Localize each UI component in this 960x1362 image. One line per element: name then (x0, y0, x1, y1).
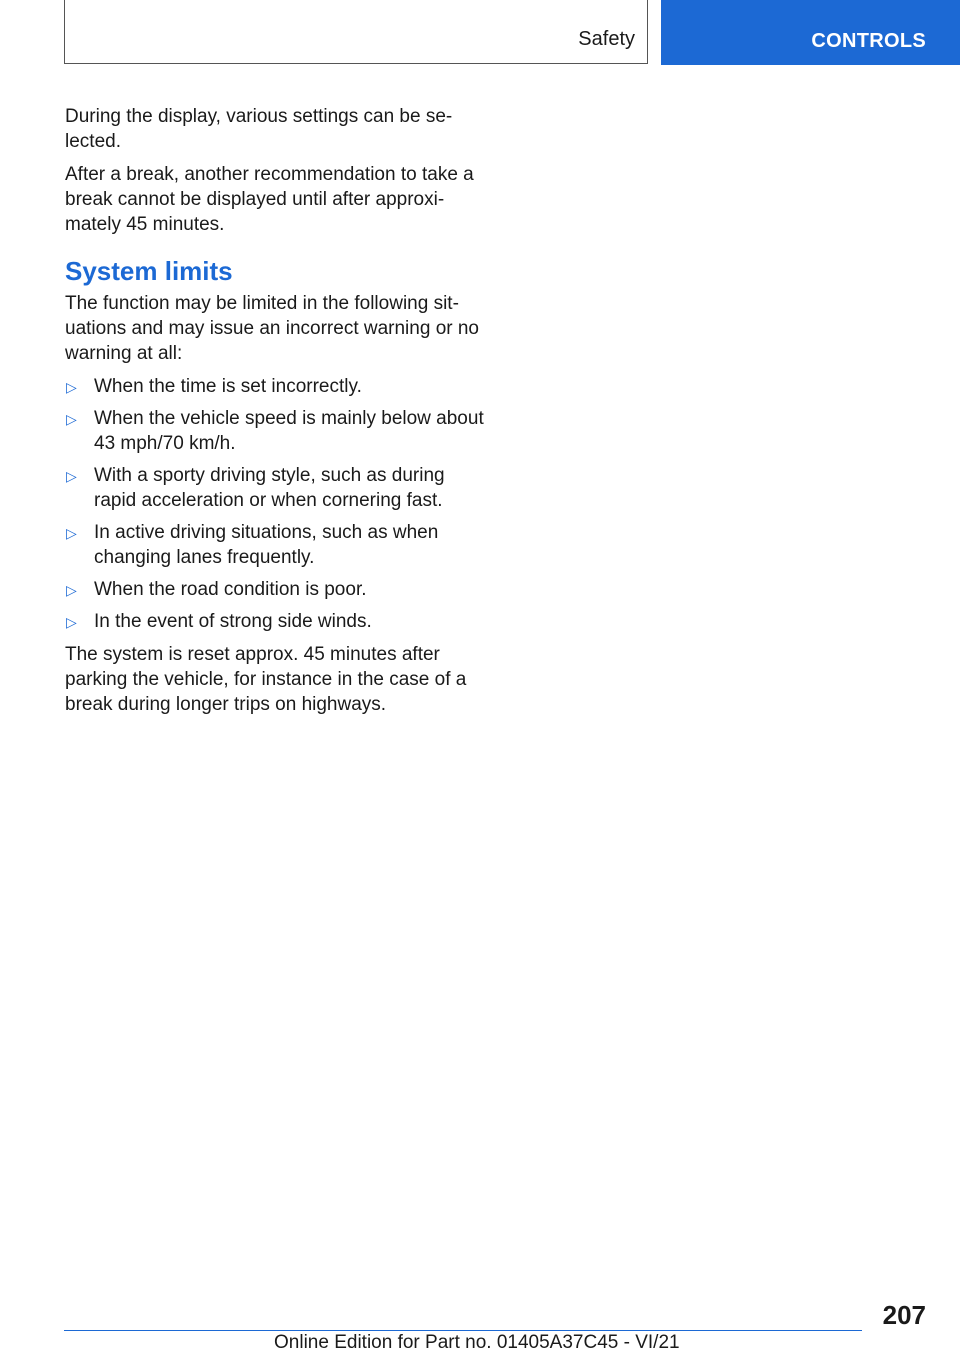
list-item (65, 463, 485, 513)
header-chapter-label: CONTROLS (811, 30, 926, 52)
limits-list (65, 374, 485, 634)
triangle-bullet-icon: ▷ (66, 468, 77, 484)
section-lead-paragraph: The function may be limited in the following sit- uations and may issue an incorrect warning or no warning at all: (65, 293, 480, 364)
page-number: 207 (882, 1300, 926, 1330)
footer-divider (64, 1330, 862, 1331)
triangle-bullet-icon: ▷ (66, 525, 77, 541)
intro-paragraph-1: During the display, various settings can be se- lected. (65, 106, 453, 152)
list-item-text: In the event of strong side winds. (94, 611, 372, 632)
list-item-text: In active driving situations, such as when changing lanes frequently. (94, 522, 439, 568)
header-frame (64, 0, 648, 64)
intro-paragraph-2: After a break, another recommendation to take a break cannot be displayed until after approxi- mately 45 minutes. (65, 164, 474, 235)
list-item-text: When the time is set incorrectly. (94, 376, 362, 397)
list-item-text: With a sporty driving style, such as during rapid acceleration or when cornering fast. (94, 465, 445, 511)
header-section-title: Safety (578, 28, 635, 50)
header-chapter-tab (661, 0, 960, 65)
list-item (65, 609, 485, 634)
triangle-bullet-icon: ▷ (66, 582, 77, 598)
footer-edition-text: Online Edition for Part no. 01405A37C45 - VI/21 (274, 1332, 680, 1353)
list-item-text: When the road condition is poor. (94, 579, 367, 600)
closing-paragraph: The system is reset approx. 45 minutes after parking the vehicle, for instance in the case of a break during longer trips on highways. (65, 644, 467, 715)
triangle-bullet-icon: ▷ (66, 411, 77, 427)
list-item (65, 577, 485, 602)
triangle-bullet-icon: ▷ (66, 614, 77, 630)
list-item (65, 406, 485, 456)
section-heading: System limits (65, 256, 233, 286)
triangle-bullet-icon: ▷ (66, 379, 77, 395)
list-item (65, 520, 485, 570)
page-content (65, 104, 485, 725)
list-item-text: When the vehicle speed is mainly below about 43 mph/70 km/h. (94, 408, 484, 454)
list-item (65, 374, 485, 399)
